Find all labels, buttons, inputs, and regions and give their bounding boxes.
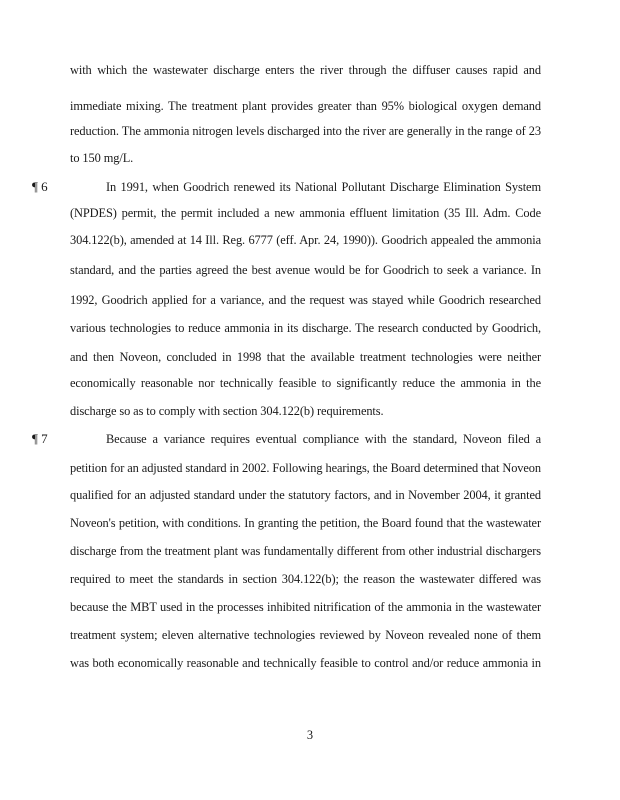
- text-line: reduction. The ammonia nitrogen levels discharged into the river are generally in the range of 23: [70, 124, 541, 138]
- text-line: treatment system; eleven alternative technologies reviewed by Noveon revealed none of them: [70, 628, 541, 642]
- text-line: Because a variance requires eventual compliance with the standard, Noveon filed a: [106, 432, 541, 446]
- text-line: discharge so as to comply with section 304.122(b) requirements.: [70, 404, 384, 418]
- text-line: because the MBT used in the processes inhibited nitrification of the ammonia in the wastewater: [70, 600, 541, 614]
- text-line: (NPDES) permit, the permit included a new ammonia effluent limitation (35 Ill. Adm. Code: [70, 206, 541, 220]
- text-line: Noveon's petition, with conditions. In granting the petition, the Board found that the wastewater: [70, 516, 541, 530]
- page-number: 3: [306, 728, 314, 742]
- text-line: with which the wastewater discharge enters the river through the diffuser causes rapid and: [70, 63, 541, 77]
- paragraph-marker: ¶ 6: [32, 179, 48, 194]
- text-line: discharge from the treatment plant was fundamentally different from other industrial dischargers: [70, 544, 541, 558]
- text-line: qualified for an adjusted standard under the statutory factors, and in November 2004, it granted: [70, 488, 541, 502]
- paragraph-marker: ¶ 7: [32, 431, 48, 446]
- text-line: 1992, Goodrich applied for a variance, and the request was stayed while Goodrich researched: [70, 293, 541, 307]
- text-line: immediate mixing. The treatment plant provides greater than 95% biological oxygen demand: [70, 99, 541, 113]
- text-line: was both economically reasonable and technically feasible to control and/or reduce ammonia in: [70, 656, 541, 670]
- text-line: required to meet the standards in section 304.122(b); the reason the wastewater differed was: [70, 572, 541, 586]
- text-line: economically reasonable nor technically feasible to significantly reduce the ammonia in the: [70, 376, 541, 390]
- text-line: and then Noveon, concluded in 1998 that the available treatment technologies were neither: [70, 350, 541, 364]
- text-line: petition for an adjusted standard in 2002. Following hearings, the Board determined that Noveon: [70, 461, 541, 475]
- text-line: standard, and the parties agreed the best avenue would be for Goodrich to seek a variance. In: [70, 263, 541, 277]
- text-line: to 150 mg/L.: [70, 151, 134, 165]
- text-line: various technologies to reduce ammonia in its discharge. The research conducted by Goodrich,: [70, 321, 541, 335]
- text-line: In 1991, when Goodrich renewed its National Pollutant Discharge Elimination System: [106, 180, 541, 194]
- text-line: 304.122(b), amended at 14 Ill. Reg. 6777 (eff. Apr. 24, 1990)). Goodrich appealed the ammonia: [70, 233, 541, 247]
